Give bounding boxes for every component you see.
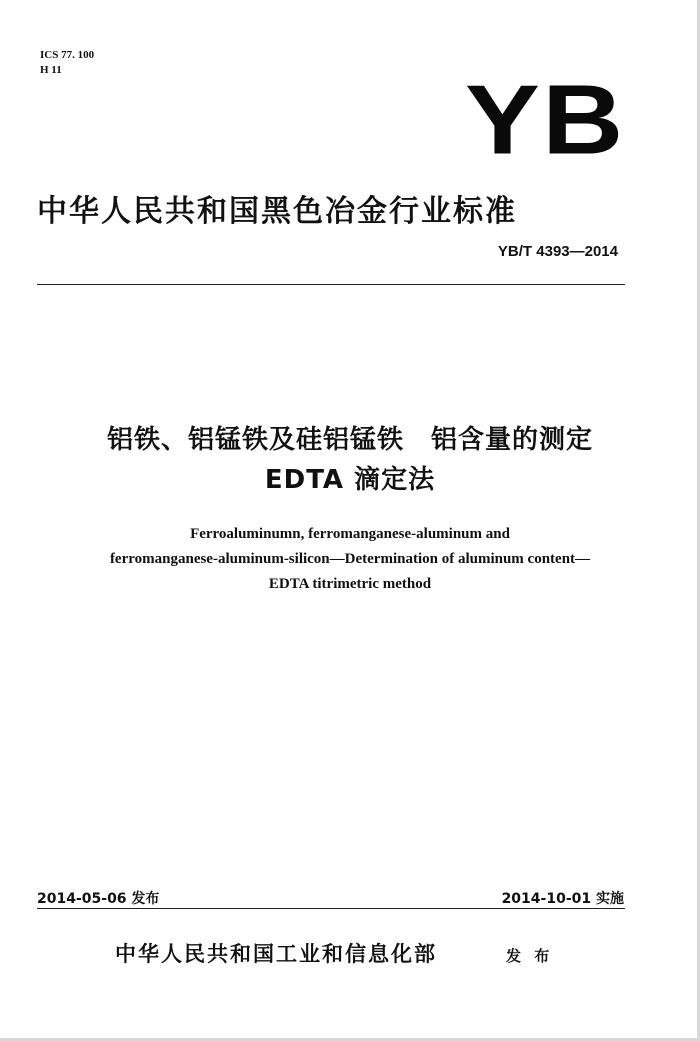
yb-logo: YB <box>465 65 626 176</box>
industry-standard-title: 中华人民共和国黑色冶金行业标准 <box>37 194 517 229</box>
ccs-code: H 11 <box>40 64 62 76</box>
standard-number: YB/T 4393—2014 <box>497 243 618 260</box>
chinese-title <box>0 420 700 500</box>
chinese-title-line-2: EDTA 滴定法 <box>264 465 436 495</box>
issuing-label: 发 布 <box>506 947 554 965</box>
english-title <box>0 522 700 597</box>
footer-divider <box>37 908 625 909</box>
ics-code: ICS 77. 100 <box>40 49 95 61</box>
english-title-line-3: EDTA titrimetric method <box>268 576 432 592</box>
issue-date: 2014-05-06 发布 <box>37 891 160 907</box>
issuing-authority: 中华人民共和国工业和信息化部 <box>115 942 437 966</box>
implementation-date: 2014-10-01 实施 <box>501 891 624 907</box>
header-divider <box>37 284 625 285</box>
classification-codes <box>40 48 94 78</box>
english-title-line-2: ferromanganese-aluminum-silicon—Determination of aluminum content— <box>109 551 591 567</box>
english-title-line-1: Ferroaluminumn, ferromanganese-aluminum and <box>190 526 510 542</box>
chinese-title-line-1: 铝铁、铝锰铁及硅铝锰铁 铝含量的测定 <box>106 425 593 455</box>
